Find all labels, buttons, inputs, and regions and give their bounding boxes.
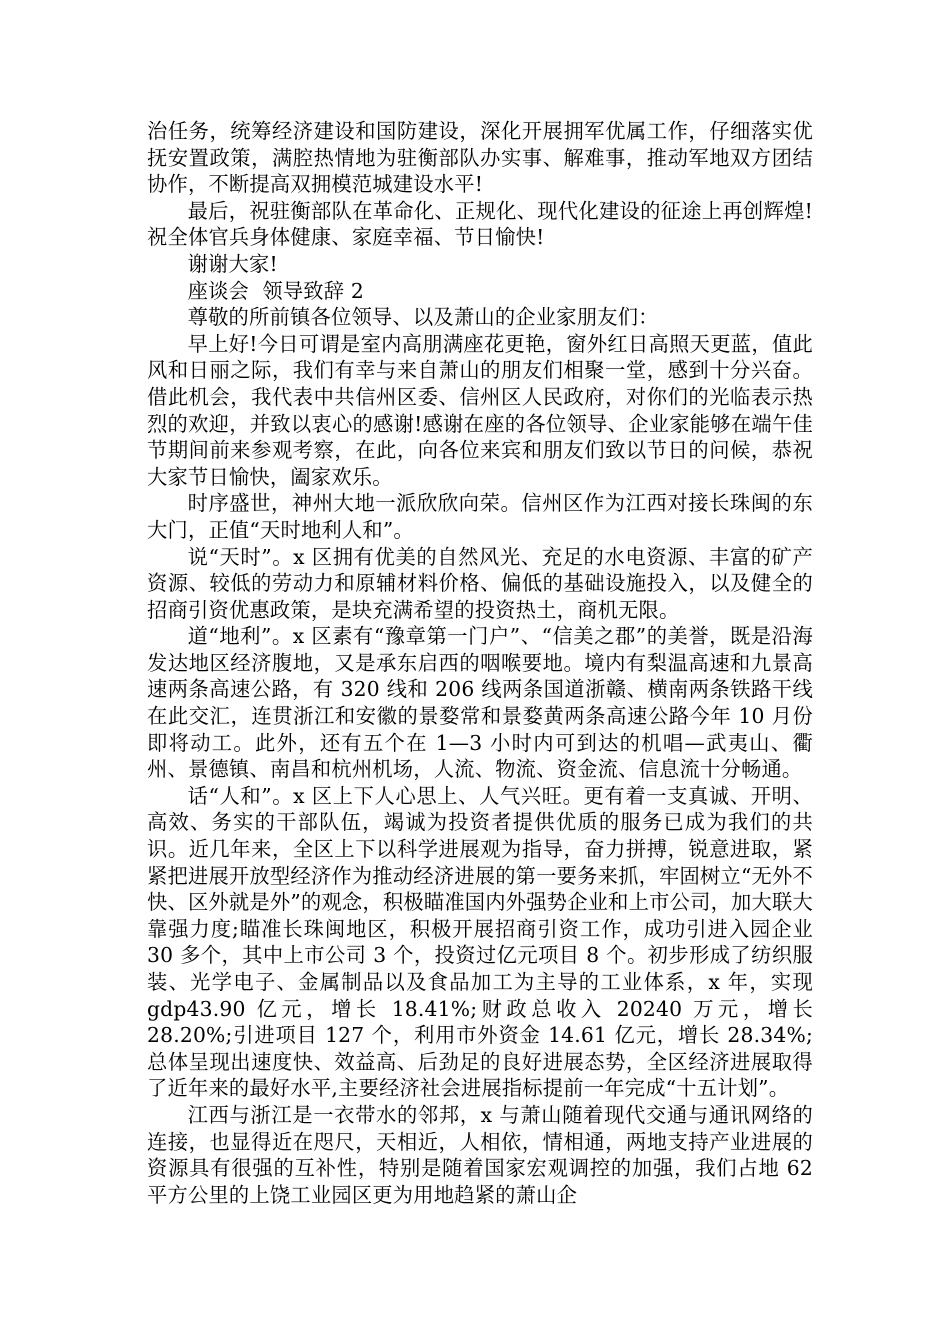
salutation: 尊敬的所前镇各位领导、以及萧山的企业家朋友们：	[187, 305, 659, 330]
paragraph: 话“人和”。x 区上下人心思上、人气兴旺。更有着一支真诚、开明、高效、务实的干部队伍，竭诚为投资者提供优质的服务已成为我们的共识。近几年来，全区上下以科学进展观为指导，奋力拼搏，锐意进取，紧紧把进展开放型经济作为推动经济进展的第一要务来抓，牢固树立“无外不快、区外就是外”的观念，积极瞄准国内外强势企业和上市公司，加大联大靠强力度;瞄准长珠闽地区，积极开展招商引资工作，成功引进入园企业 30 多个，其中上市公司 3 个，投资过亿元项目 8 个。初步形成了纺织服装、光学电子、金属制品以及食品加工为主导的工业体系，x 年，实现 gdp43.90 亿元，增长 18.41%;财政总收入 20240 万元，增长 28.20%;引进项目 127 个，利用市外资金 14.61 亿元，增长 28.34%;总体呈现出速度快、效益高、后劲足的良好进展态势，全区经济进展取得了近年来的最好水平,主要经济社会进展指标提前一年完成“十五计划”。	[147, 783, 813, 1101]
paragraph: 江西与浙江是一衣带水的邻邦，x 与萧山随着现代交通与通讯网络的连接，也显得近在咫尺，天相近，人相依，情相通，两地支持产业进展的资源具有很强的互补性，特别是随着国家宏观调控的加强，我们占地 62 平方公里的上饶工业园区更为用地趋紧的萧山企	[147, 1102, 813, 1207]
paragraph: 谢谢大家!	[187, 251, 278, 276]
paragraph: 道“地利”。x 区素有“豫章第一门户”、“信美之郡”的美誉，既是沿海发达地区经济腹地，又是承东启西的咽喉要地。境内有梨温高速和九景高速两条高速公路，有 320 线和 206 线两条国道浙赣、横南两条铁路干线在此交汇，连贯浙江和安徽的景婺常和景婺黄两条高速公路今年 10 月份即将动工。此外，还有五个在 1—3 小时内可到达的机唱—武夷山、衢州、景德镇、南昌和杭州机场，人流、物流、资金流、信息流十分畅通。	[147, 624, 813, 782]
paragraph: 说“天时”。x 区拥有优美的自然风光、充足的水电资源、丰富的矿产资源、较低的劳动力和原辅材料价格、偏低的基础设施投入，以及健全的招商引资优惠政策，是块充满希望的投资热土，商机无限。	[147, 544, 813, 622]
paragraph: 早上好!今日可谓是室内高朋满座花更艳，窗外红日高照天更蓝，值此风和日丽之际，我们有幸与来自萧山的朋友们相聚一堂，感到十分兴奋。借此机会，我代表中共信州区委、信州区人民政府，对你们的光临表示热烈的欢迎，并致以衷心的感谢!感谢在座的各位领导、企业家能够在端午佳节期间前来参观考察，在此，向各位来宾和朋友们致以节日的问候，恭祝大家节日愉快，阖家欢乐。	[147, 331, 813, 489]
paragraph: 治任务，统筹经济建设和国防建设，深化开展拥军优属工作，仔细落实优抚安置政策，满腔热情地为驻衡部队办实事、解难事，推动军地双方团结协作，不断提高双拥模范城建设水平!	[147, 119, 813, 197]
document-page	[147, 118, 813, 1208]
section-heading: 座谈会 领导致辞 2	[187, 278, 365, 303]
paragraph: 最后，祝驻衡部队在革命化、正规化、现代化建设的征途上再创辉煌!祝全体官兵身体健康、家庭幸福、节日愉快!	[147, 198, 813, 250]
paragraph: 时序盛世，神州大地一派欣欣向荣。信州区作为江西对接长珠闽的东大门，正值“天时地利人和”。	[147, 491, 813, 542]
